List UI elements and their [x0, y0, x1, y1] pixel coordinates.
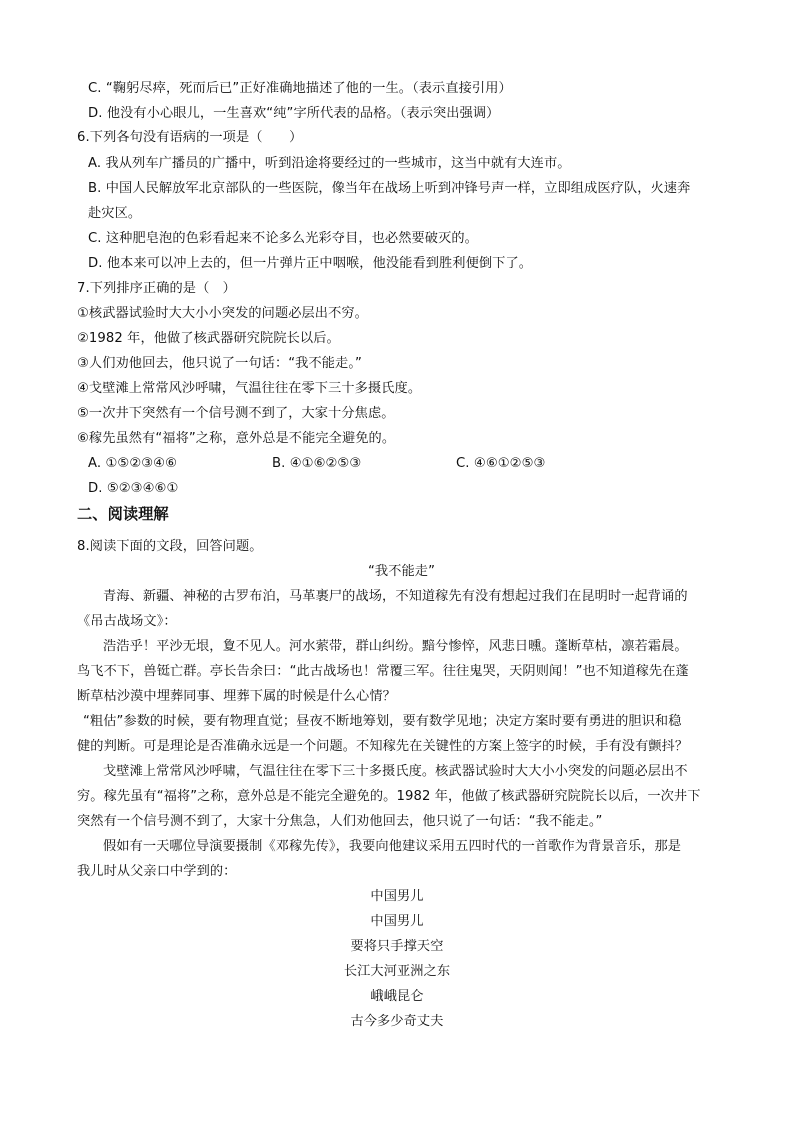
- passage-line: 《吊古战场文》：: [77, 614, 177, 629]
- passage-line: 断草枯沙漠中埋葬同事、埋葬下属的时候是什么心情？: [77, 689, 396, 704]
- passage-line: 假如有一天哪位导演要摄制《邓稼先传》，我要向他建议采用五四时代的一首歌作为背景音乐，那是: [103, 839, 682, 854]
- q6-option-c: C. 这种肥皂泡的色彩看起来不论多么光彩夺目，也必然要破灭的。: [88, 231, 478, 246]
- q7-option-b: B. ④①⑥②⑤③: [272, 456, 362, 471]
- q7-item: ⑥稼先虽然有“福将”之称，意外总是不能完全避免的。: [77, 431, 396, 446]
- q7-item: ④戈壁滩上常常风沙呼啸，气温往往在零下三十多摄氏度。: [77, 381, 422, 396]
- passage-title: “我不能走”: [368, 564, 436, 579]
- passage-line: 突然有一个信号测不到了，大家十分焦急，人们劝他回去，他只说了一句话：“我不能走。”: [77, 814, 603, 829]
- passage-line: 青海、新疆、神秘的古罗布泊，马革裹尸的战场，不知道稼先有没有想起过我们在昆明时一起背诵的: [103, 589, 688, 604]
- q6-option-b-line1: B. 中国人民解放军北京部队的一些医院，像当年在战场上听到冲锋号声一样，立即组成医疗队，火速奔: [88, 181, 691, 196]
- q6-option-b-line2: 赴灾区。: [88, 206, 142, 221]
- passage-line: 鸟飞不下，兽铤亡群。亭长告余曰：“此古战场也！常覆三军。往往鬼哭，天阴则闻！”也不知道稼先在蓬: [77, 664, 689, 679]
- q5-option-c: C. “鞠躬尽瘁，死而后已”正好准确地描述了他的一生。（表示直接引用）: [88, 81, 512, 96]
- passage-line: 浩浩乎！平沙无垠，夐不见人。河水萦带，群山纠纷。黯兮惨悴，风悲日曛。蓬断草枯，凛若霜晨。: [103, 639, 688, 654]
- passage-line: 穷。稼先虽有“福将”之称，意外总是不能完全避免的。1982 年，他做了核武器研究院院长以后，一次井下: [77, 789, 701, 804]
- passage-line: 戈壁滩上常常风沙呼啸，气温往往在零下三十多摄氏度。核武器试验时大大小小突发的问题必层出不: [103, 764, 688, 779]
- q7-item: ②1982 年，他做了核武器研究院院长以后。: [77, 331, 340, 346]
- passage-line: 健的判断。可是理论是否准确永远是一个问题。不知稼先在关键性的方案上签字的时候，手有没有颤抖？: [77, 739, 689, 754]
- q7-item: ⑤一次井下突然有一个信号测不到了，大家十分焦虑。: [77, 406, 395, 421]
- q6-option-d: D. 他本来可以冲上去的，但一片弹片正中咽喉，他没能看到胜利便倒下了。: [88, 256, 533, 271]
- song-line: 长江大河亚洲之东: [343, 964, 451, 979]
- section-heading: 二、阅读理解: [77, 505, 169, 523]
- q7-item: ①核武器试验时大大小小突发的问题必层出不穷。: [77, 306, 368, 321]
- q8-stem: 8.阅读下面的文段，回答问题。: [77, 539, 263, 554]
- song-line: 要将只手撑天空: [350, 939, 444, 954]
- q7-option-d: D. ⑤②③④⑥①: [88, 481, 179, 496]
- song-line: 峨峨昆仑: [370, 989, 424, 1004]
- q6-option-a: A. 我从列车广播员的广播中，听到沿途将要经过的一些城市，这当中就有大连市。: [88, 156, 571, 171]
- q5-option-d: D. 他没有小心眼儿，一生喜欢“纯”字所代表的品格。（表示突出强调）: [88, 106, 500, 121]
- q7-option-c: C. ④⑥①②⑤③: [456, 456, 546, 471]
- q7-stem: 7.下列排序正确的是（ ）: [77, 281, 236, 296]
- q6-stem: 6.下列各句没有语病的一项是（ ）: [77, 130, 303, 145]
- passage-line: 我儿时从父亲口中学到的：: [77, 864, 237, 879]
- passage-line: “粗估”参数的时候，要有物理直觉；昼夜不断地筹划，要有数学见地；决定方案时要有勇进的胆识和稳: [83, 714, 682, 729]
- q7-item: ③人们劝他回去，他只说了一句话：“我不能走。”: [77, 356, 362, 371]
- song-line: 中国男儿: [370, 914, 424, 929]
- song-line: 古今多少奇丈夫: [350, 1014, 444, 1029]
- q7-option-a: A. ①⑤②③④⑥: [88, 456, 178, 471]
- song-line: 中国男儿: [370, 889, 424, 904]
